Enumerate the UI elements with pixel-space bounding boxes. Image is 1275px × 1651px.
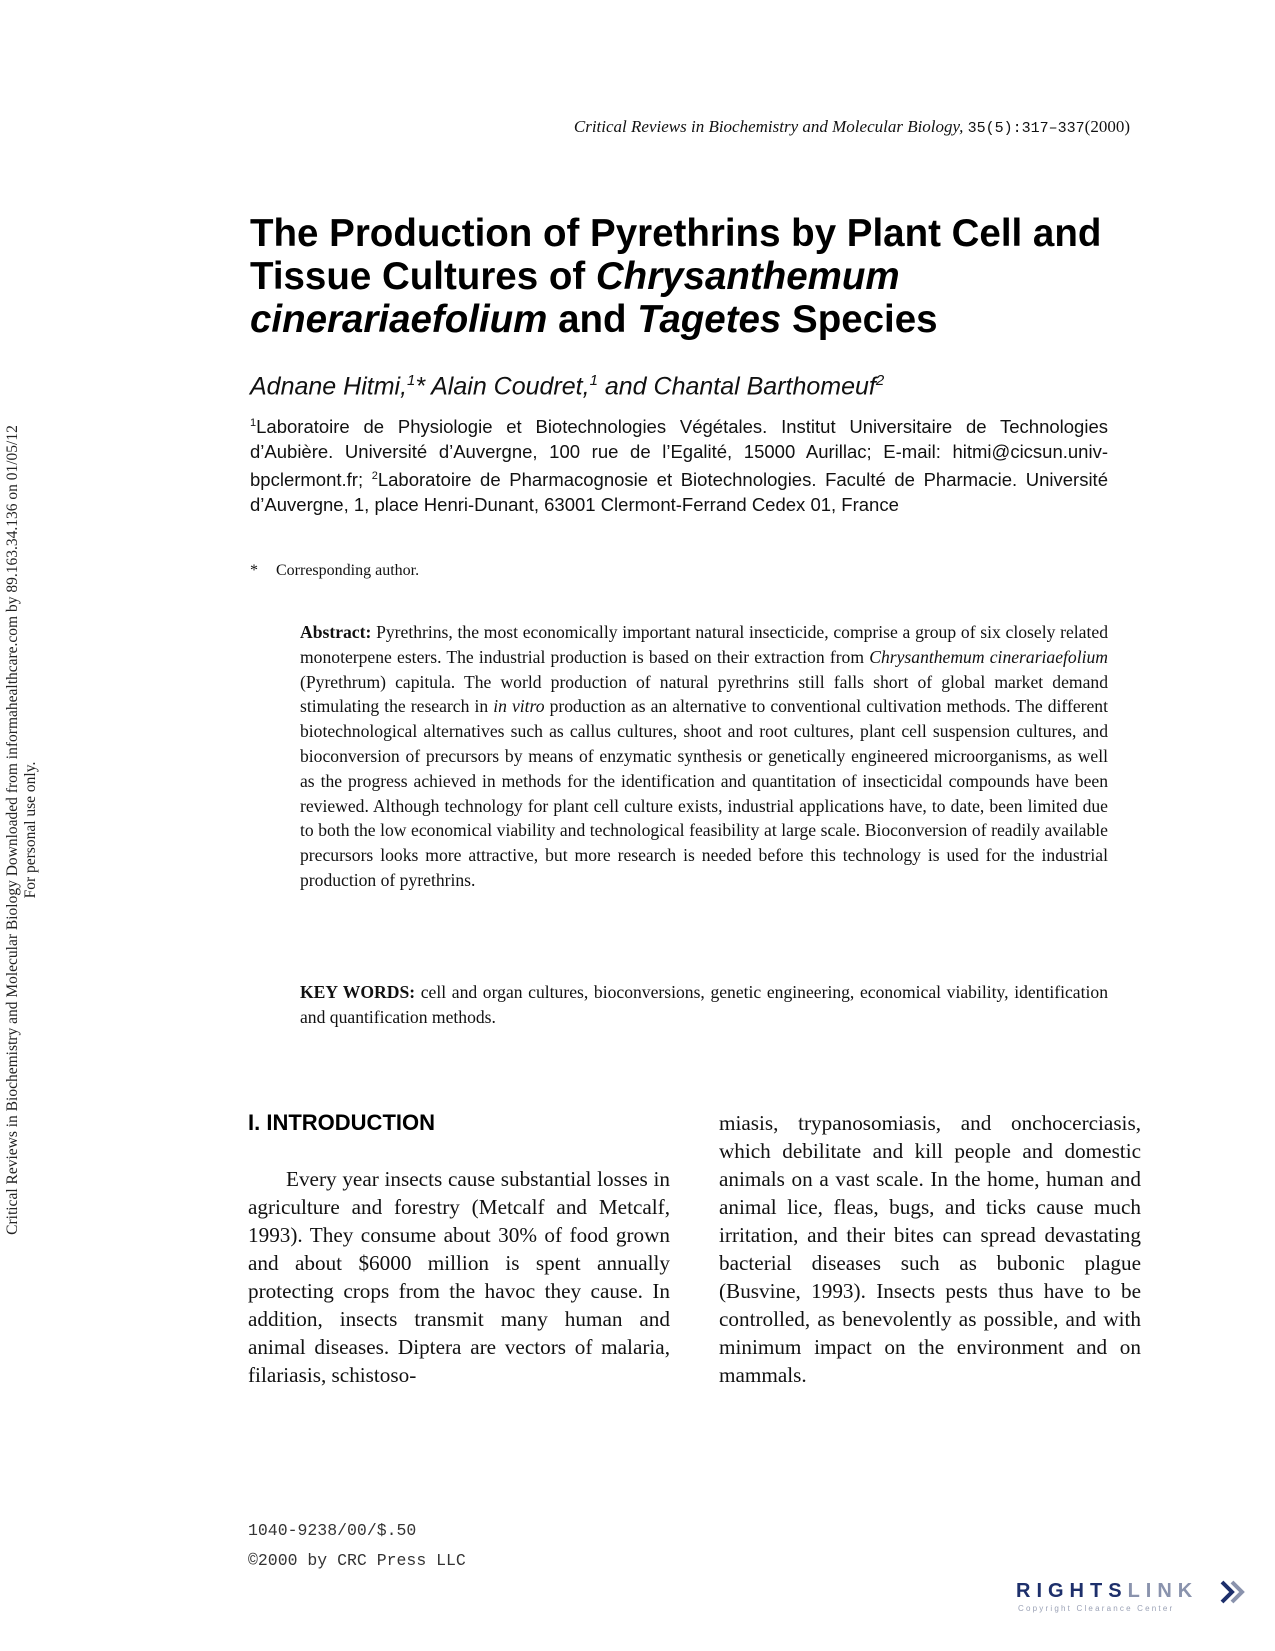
affiliation-1-text: Laboratoire de Physiologie et Biotechnologies Végétales. Institut Universitaire de Technologies d’Aubière. Université d’Auvergne, 100 rue de l’Egalité, 15000 Aurillac; E-mail: hitmi@cicsun.univ-bpclermont.fr; — [250, 416, 1108, 491]
title-and: and — [547, 298, 638, 341]
rightslink-tagline: Copyright Clearance Center — [1018, 1604, 1175, 1613]
affiliation-2-text: Laboratoire de Pharmacognosie et Biotechnologies. Faculté de Pharmacie. Université d’Auvergne, 1, place Henri-Dunant, 63001 Clermont-Ferrand Cedex 01, France — [250, 469, 1108, 516]
abstract-part2: (Pyrethrum) capitula. The world production of natural pyrethrins still falls short of global market demand stimulating the research in — [300, 671, 1108, 717]
abstract-label: Abstract: — [300, 622, 372, 642]
affiliation-1-mark: 1 — [250, 417, 257, 429]
affiliations — [250, 411, 1108, 517]
rightslink-word-light: LINK — [1127, 1580, 1199, 1602]
download-stamp — [4, 370, 44, 1290]
title-line2a: Tissue Cultures of — [250, 255, 596, 298]
article-title — [250, 212, 1150, 341]
copyright-notice: ©2000 by CRC Press LLC — [248, 1551, 466, 1570]
journal-volume-pages: 35(5):317–337 — [967, 120, 1085, 137]
title-tagetes: Tagetes — [637, 298, 782, 341]
corresponding-footnote — [250, 562, 419, 580]
title-species-word: Species — [781, 298, 938, 341]
author-3-affil: 2 — [875, 372, 885, 389]
section-heading-introduction: I. INTRODUCTION — [248, 1110, 435, 1135]
author-list — [250, 372, 1150, 401]
journal-year: (2000) — [1084, 117, 1130, 136]
intro-column-right: miasis, trypanosomiasis, and onchocerciasis, which debilitate and kill people and domestic animals on a vast scale. In the home, human and animal lice, fleas, bugs, and ticks cause much irritation, and their bites can spread devastating bacterial diseases such as bubonic plague (Busvine, 1993). Insects pests thus have to be controlled, as benevolently as possible, and with minimum impact on the environment and on mammals. — [719, 1111, 1141, 1387]
abstract-invitro: in vitro — [493, 696, 545, 717]
rightslink-wordmark — [1016, 1580, 1198, 1603]
rightslink-logo[interactable] — [1016, 1580, 1256, 1620]
title-line1: The Production of Pyrethrins by Plant Cell and — [250, 212, 1102, 255]
keywords-text: cell and organ cultures, bioconversions, genetic engineering, economical viability, identification and quantification methods. — [300, 982, 1108, 1027]
author-1-affil: 1 — [407, 372, 416, 389]
abstract-species: Chrysanthemum cinerariaefolium — [869, 646, 1109, 667]
author-1: Adnane Hitmi, — [250, 372, 408, 401]
corresponding-mark: * — [415, 372, 426, 401]
affiliation-2-mark: 2 — [371, 470, 378, 483]
rightslink-chevron-icon — [1216, 1578, 1248, 1606]
footnote-mark: * — [250, 562, 258, 579]
rightslink-word-dark: RIGHTS — [1016, 1580, 1128, 1602]
author-2-affil: 1 — [589, 372, 598, 389]
journal-name: Critical Reviews in Biochemistry and Molecular Biology, — [573, 117, 964, 136]
keywords-label: KEY WORDS: — [300, 982, 416, 1002]
author-3: and Chantal Barthomeuf — [597, 372, 876, 401]
intro-column-left: Every year insects cause substantial losses in agriculture and forestry (Metcalf and Metcalf, 1993). They consume about 30% of food grown and about $6000 million is spent annually protecting crops from the havoc they cause. In addition, insects transmit many human and animal diseases. Diptera are vectors of malaria, filariasis, schistoso- — [248, 1167, 670, 1387]
abstract-part1: Pyrethrins, the most economically important natural insecticide, comprise a group of six closely related monoterpene esters. The industrial production is based on their extraction from — [300, 622, 1108, 667]
abstract — [300, 620, 1108, 893]
download-stamp-line1: Critical Reviews in Biochemistry and Molecular Biology Downloaded from informahealthcare.com by 89.163.34.136 on 01/05/12 — [4, 425, 21, 1235]
author-2: Alain Coudret, — [425, 372, 590, 401]
title-genus: Chrysanthemum — [595, 255, 900, 298]
download-stamp-line2: For personal use only. — [22, 761, 39, 899]
issn-price: 1040-9238/00/$.50 — [248, 1521, 417, 1540]
footnote-text: Corresponding author. — [276, 562, 420, 579]
title-species: cinerariaefolium — [250, 298, 548, 341]
journal-header — [520, 117, 1130, 137]
keywords — [300, 980, 1108, 1030]
abstract-part3: production as an alternative to conventional cultivation methods. The different biotechnological alternatives such as callus cultures, shoot and root cultures, plant cell suspension cultures, and bioconversion of precursors by means of enzymatic synthesis or genetically engineered microorganisms, as well as the progress achieved in methods for the identification and quantitation of insecticidal compounds have been reviewed. Although technology for plant cell culture exists, industrial applications have, to date, been limited due to both the low economical viability and technological feasibility at large scale. Bioconversion of readily available precursors looks more attractive, but more research is needed before this technology is used for the industrial production of pyrethrins. — [300, 696, 1108, 890]
